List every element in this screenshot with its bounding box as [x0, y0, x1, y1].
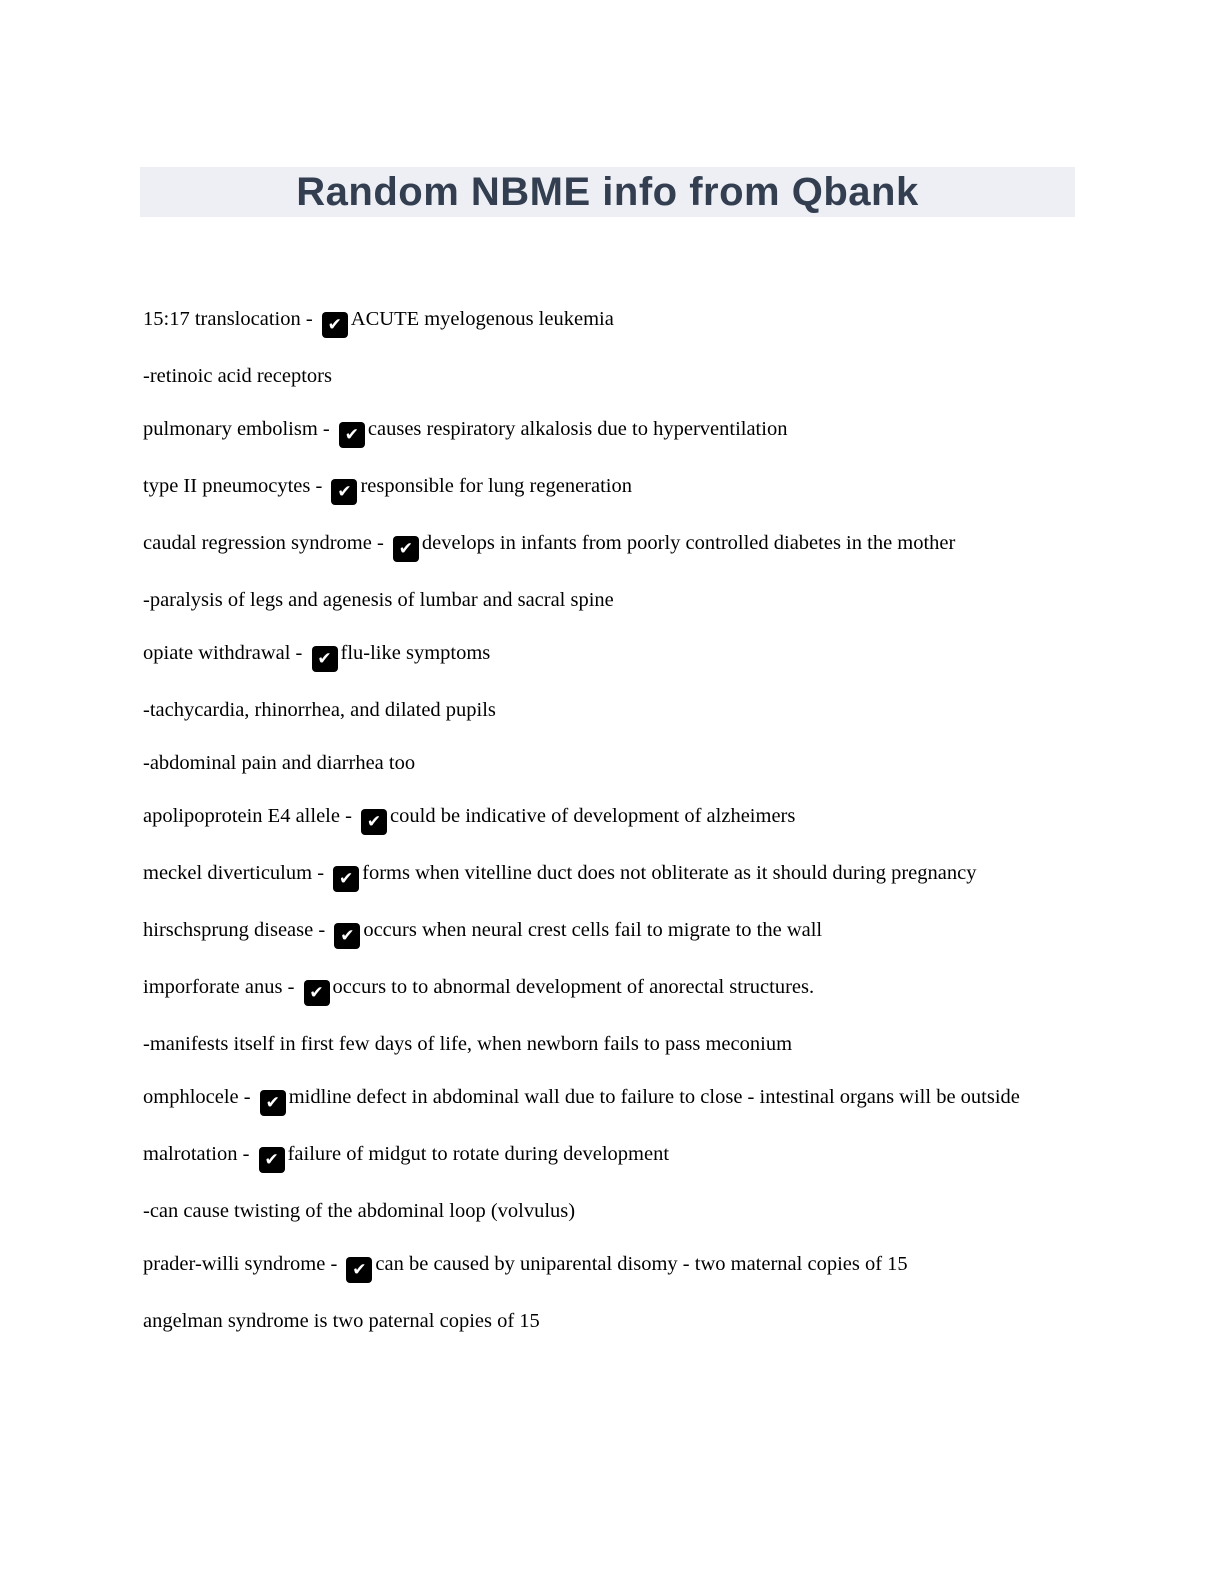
- note-text: -retinoic acid receptors: [143, 365, 332, 387]
- note-text: -paralysis of legs and agenesis of lumbar and sacral spine: [143, 589, 614, 611]
- note-line: [143, 1083, 1083, 1116]
- note-line: [143, 415, 1083, 448]
- note-term: type II pneumocytes -: [143, 475, 328, 497]
- checkmark-icon: ✔: [393, 536, 419, 562]
- note-line: [143, 529, 1083, 562]
- page-title: Random NBME info from Qbank: [296, 169, 919, 214]
- note-text: angelman syndrome is two paternal copies of 15: [143, 1310, 540, 1332]
- note-definition: ACUTE myelogenous leukemia: [350, 308, 614, 330]
- note-line: [143, 749, 1083, 778]
- note-term: pulmonary embolism -: [143, 418, 335, 440]
- note-term: opiate withdrawal -: [143, 642, 308, 664]
- note-definition: could be indicative of development of alzheimers: [390, 805, 796, 827]
- checkmark-icon: ✔: [259, 1147, 285, 1173]
- checkmark-icon: ✔: [331, 479, 357, 505]
- note-definition: responsible for lung regeneration: [360, 475, 632, 497]
- note-term: hirschsprung disease -: [143, 919, 331, 941]
- note-definition: flu-like symptoms: [340, 642, 491, 664]
- checkmark-icon: ✔: [334, 923, 360, 949]
- note-line: [143, 696, 1083, 725]
- checkmark-icon: ✔: [322, 312, 348, 338]
- note-line: [143, 639, 1083, 672]
- note-term: meckel diverticulum -: [143, 862, 330, 884]
- note-text: -tachycardia, rhinorrhea, and dilated pupils: [143, 699, 496, 721]
- note-line: [143, 916, 1083, 949]
- note-line: [143, 1140, 1083, 1173]
- note-term: imporforate anus -: [143, 976, 300, 998]
- note-definition: occurs to to abnormal development of anorectal structures.: [332, 976, 815, 998]
- note-term: omphlocele -: [143, 1086, 256, 1108]
- checkmark-icon: ✔: [260, 1090, 286, 1116]
- note-text: -abdominal pain and diarrhea too: [143, 752, 416, 774]
- note-line: [143, 362, 1083, 391]
- note-line: [143, 1250, 1083, 1283]
- note-definition: occurs when neural crest cells fail to migrate to the wall: [363, 919, 823, 941]
- note-line: [143, 973, 1083, 1006]
- checkmark-icon: ✔: [333, 866, 359, 892]
- note-text: -manifests itself in first few days of life, when newborn fails to pass meconium: [143, 1033, 793, 1055]
- notes-list: [143, 305, 1083, 1336]
- note-line: [143, 305, 1083, 338]
- title-banner: [140, 167, 1075, 217]
- note-line: [143, 1307, 1083, 1336]
- note-line: [143, 586, 1083, 615]
- note-term: caudal regression syndrome -: [143, 532, 389, 554]
- checkmark-icon: ✔: [346, 1257, 372, 1283]
- note-term: malrotation -: [143, 1143, 255, 1165]
- note-line: [143, 802, 1083, 835]
- checkmark-icon: ✔: [361, 809, 387, 835]
- checkmark-icon: ✔: [304, 980, 330, 1006]
- note-term: 15:17 translocation -: [143, 308, 318, 330]
- note-definition: causes respiratory alkalosis due to hyperventilation: [367, 418, 788, 440]
- note-definition: forms when vitelline duct does not obliterate as it should during pregnancy: [362, 862, 977, 884]
- note-term: prader-willi syndrome -: [143, 1253, 343, 1275]
- note-definition: can be caused by uniparental disomy - two maternal copies of 15: [375, 1253, 908, 1275]
- note-line: [143, 1030, 1083, 1059]
- note-text: -can cause twisting of the abdominal loop (volvulus): [143, 1200, 576, 1222]
- note-line: [143, 859, 1083, 892]
- note-definition: failure of midgut to rotate during development: [287, 1143, 670, 1165]
- note-definition: midline defect in abdominal wall due to failure to close - intestinal organs will be outside: [288, 1086, 1020, 1108]
- checkmark-icon: ✔: [339, 422, 365, 448]
- note-term: apolipoprotein E4 allele -: [143, 805, 358, 827]
- note-definition: develops in infants from poorly controlled diabetes in the mother: [421, 532, 956, 554]
- note-line: [143, 472, 1083, 505]
- checkmark-icon: ✔: [312, 646, 338, 672]
- note-line: [143, 1197, 1083, 1226]
